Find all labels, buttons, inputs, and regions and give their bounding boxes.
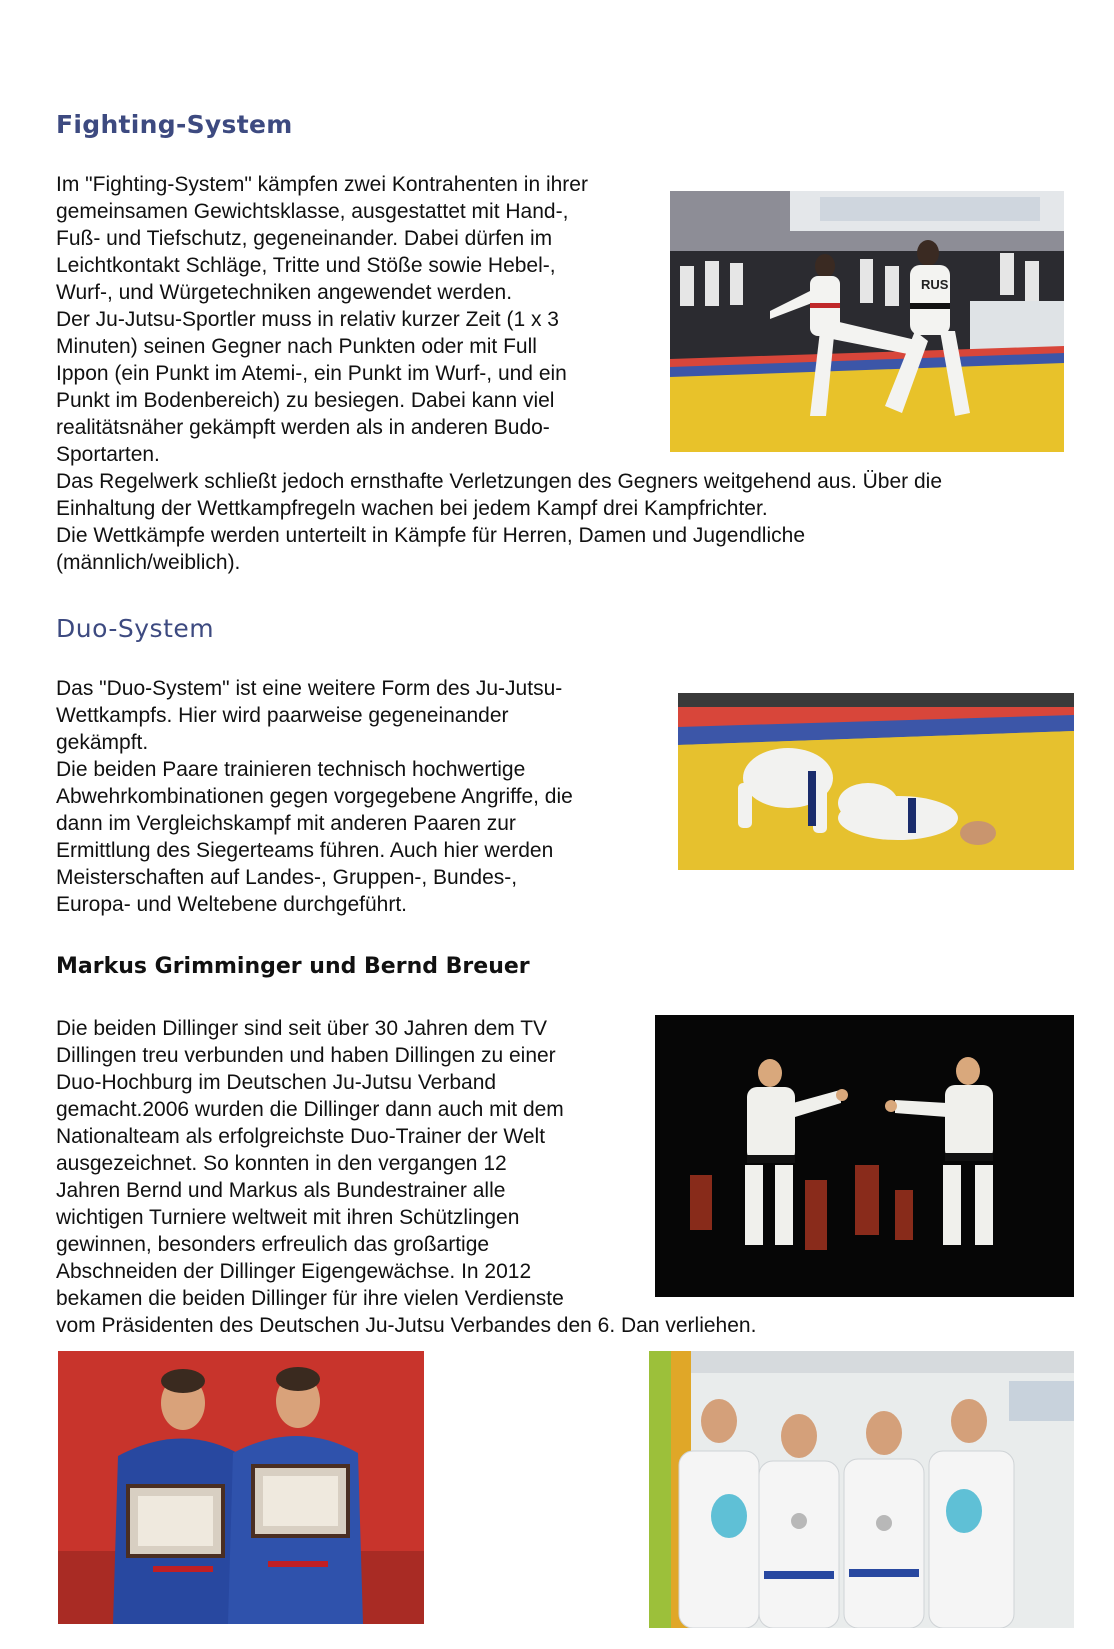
section-title-fighting-system: Fighting-System [56, 110, 293, 139]
text-line: bekamen die beiden Dillinger für ihre vielen Verdienste [56, 1287, 564, 1310]
text-line: Ippon (ein Punkt im Atemi-, ein Punkt im Wurf-, und ein [56, 362, 567, 385]
text-line: Minuten) seinen Gegner nach Punkten oder mit Full [56, 335, 537, 358]
text-line: Leichtkontakt Schläge, Tritte und Stöße sowie Hebel-, [56, 254, 556, 277]
text-line: (männlich/weiblich). [56, 551, 241, 574]
text-line: vom Präsidenten des Deutschen Ju-Jutsu Verbandes den 6. Dan verliehen. [56, 1314, 757, 1337]
text-line: Fuß- und Tiefschutz, gegeneinander. Dabei dürfen im [56, 227, 553, 250]
text-line: Nationalteam als erfolgreichste Duo-Trainer der Welt [56, 1125, 546, 1148]
team-medals-photo [649, 1351, 1074, 1628]
text-line: Sportarten. [56, 443, 160, 466]
duo-ground-technique-photo [678, 693, 1074, 870]
section-title-trainers: Markus Grimminger und Bernd Breuer [56, 954, 530, 979]
trainers-paragraph [56, 1015, 756, 1339]
text-line: Dillingen treu verbunden und haben Dillingen zu einer [56, 1044, 556, 1067]
text-line: gemeinsamen Gewichtsklasse, ausgestattet mit Hand-, [56, 200, 569, 223]
text-line: wichtigen Turniere weltweit mit ihren Schützlingen [56, 1206, 520, 1229]
text-line: realitätsnäher gekämpft werden als in anderen Budo- [56, 416, 550, 439]
text-line: dann im Vergleichskampf mit anderen Paaren zur [56, 812, 516, 835]
text-line: Das Regelwerk schließt jedoch ernsthafte Verletzungen des Gegners weitgehend aus. Über die [56, 470, 943, 493]
text-line: Im "Fighting-System" kämpfen zwei Kontrahenten in ihrer [56, 173, 588, 196]
text-line: Wurf-, und Würgetechniken angewendet werden. [56, 281, 513, 304]
text-line: Europa- und Weltebene durchgeführt. [56, 893, 408, 916]
text-line: gewinnen, besonders erfreulich das großartige [56, 1233, 490, 1256]
award-certificates-photo [58, 1351, 424, 1624]
text-line: Jahren Bernd und Markus als Bundestrainer alle [56, 1179, 506, 1202]
text-line: ausgezeichnet. So konnten in den vergangen 12 [56, 1152, 507, 1175]
fighting-match-photo [670, 191, 1064, 452]
text-line: Die Wettkämpfe werden unterteilt in Kämpfe für Herren, Damen und Jugendliche [56, 524, 805, 547]
trainers-stage-photo [655, 1015, 1074, 1297]
section-title-duo-system: Duo-System [56, 614, 215, 643]
text-line: Meisterschaften auf Landes-, Gruppen-, Bundes-, [56, 866, 518, 889]
text-line: Duo-Hochburg im Deutschen Ju-Jutsu Verband [56, 1071, 497, 1094]
back-print-text: RUS [921, 277, 949, 292]
text-line: gemacht.2006 wurden die Dillinger dann auch mit dem [56, 1098, 564, 1121]
text-line: gekämpft. [56, 731, 149, 754]
text-line: Die beiden Dillinger sind seit über 30 Jahren dem TV [56, 1017, 548, 1040]
text-line: Die beiden Paare trainieren technisch hochwertige [56, 758, 526, 781]
text-line: Der Ju-Jutsu-Sportler muss in relativ kurzer Zeit (1 x 3 [56, 308, 559, 331]
text-line: Das "Duo-System" ist eine weitere Form des Ju-Jutsu- [56, 677, 563, 700]
duo-system-paragraph [56, 675, 573, 918]
text-line: Ermittlung des Siegerteams führen. Auch hier werden [56, 839, 554, 862]
text-line: Abwehrkombinationen gegen vorgegebene Angriffe, die [56, 785, 573, 808]
text-line: Punkt im Bodenbereich) zu besiegen. Dabei kann viel [56, 389, 555, 412]
text-line: Abschneiden der Dillinger Eigengewächse. In 2012 [56, 1260, 532, 1283]
text-line: Einhaltung der Wettkampfregeln wachen bei jedem Kampf drei Kampfrichter. [56, 497, 768, 520]
text-line: Wettkampfs. Hier wird paarweise gegeneinander [56, 704, 509, 727]
